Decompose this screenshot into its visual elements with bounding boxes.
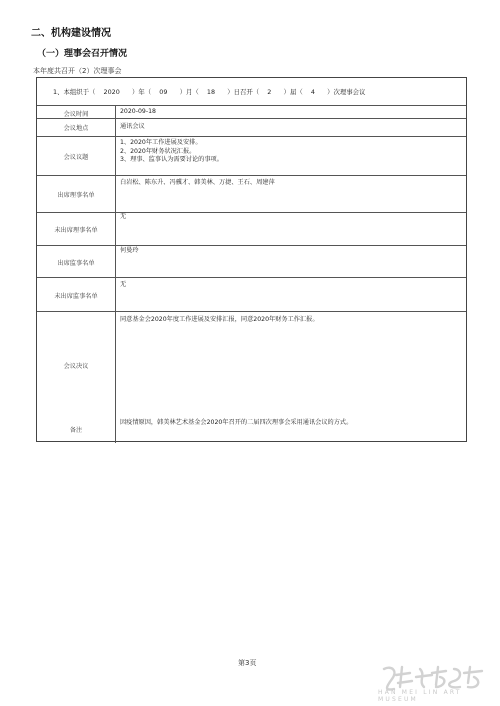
section-title: 二、机构建设情况 <box>31 28 111 39</box>
label-resolution: 会议决议 <box>63 363 89 370</box>
value-attending-supervisors: 何曼玲 <box>120 247 139 254</box>
museum-logo-text: HAN MEI LIN ART MUSEUM <box>378 689 462 703</box>
label-meeting-place: 会议地点 <box>63 125 89 132</box>
row-divider <box>37 136 466 137</box>
value-remarks: 因疫情原因，韩美林艺术基金会2020年召开的二届四次理事会采用通讯会议的方式。 <box>120 419 353 426</box>
label-attending-supervisors: 出席监事名单 <box>57 260 95 267</box>
row-divider <box>37 105 466 106</box>
value-absent-supervisors: 无 <box>120 281 127 288</box>
section-subtitle: （一）理事会召开情况 <box>37 49 128 59</box>
board-meeting-table <box>36 77 467 442</box>
label-meeting-topics: 会议议题 <box>63 154 89 161</box>
label-absent-supervisors: 未出席监事名单 <box>54 293 98 300</box>
row-divider <box>37 175 466 176</box>
value-meeting-place: 通讯会议 <box>120 123 145 130</box>
topic-item: 2、2020年财务状况汇报。 <box>120 147 196 155</box>
value-resolution: 同意基金会2020年度工作进展及安排汇报，同意2020年财务工作汇报。 <box>120 316 319 323</box>
topic-item: 1、2020年工作进展及安排。 <box>120 139 202 146</box>
value-meeting-time: 2020-09-18 <box>120 108 156 115</box>
row-divider <box>37 311 466 312</box>
topic-item: 3、理事、监事认为需要讨论的事项。 <box>120 156 223 163</box>
page-number: 第3页 <box>238 659 257 667</box>
value-absent-directors: 无 <box>120 213 127 220</box>
row-divider <box>37 245 466 246</box>
row-divider <box>37 277 466 278</box>
value-attending-directors: 白岩松、陈东升、冯骥才、韩美林、万捷、王石、周建萍 <box>120 179 275 186</box>
meeting-count-text: 本年度共召开（2）次理事会 <box>33 67 122 75</box>
label-meeting-time: 会议时间 <box>63 111 89 118</box>
meeting-header-text: 1、本组织于（ 2020 ）年（ 09 ）月（ 18 ）日召开（ 2 ）届（ 4 ）次理事会议 <box>53 88 366 96</box>
column-divider <box>115 105 116 443</box>
row-divider <box>37 118 466 119</box>
label-attending-directors: 出席理事名单 <box>57 192 95 199</box>
value-meeting-topics <box>120 139 223 165</box>
label-absent-directors: 未出席理事名单 <box>54 227 98 234</box>
label-remarks: 备注 <box>69 427 83 434</box>
row-divider <box>37 212 466 213</box>
